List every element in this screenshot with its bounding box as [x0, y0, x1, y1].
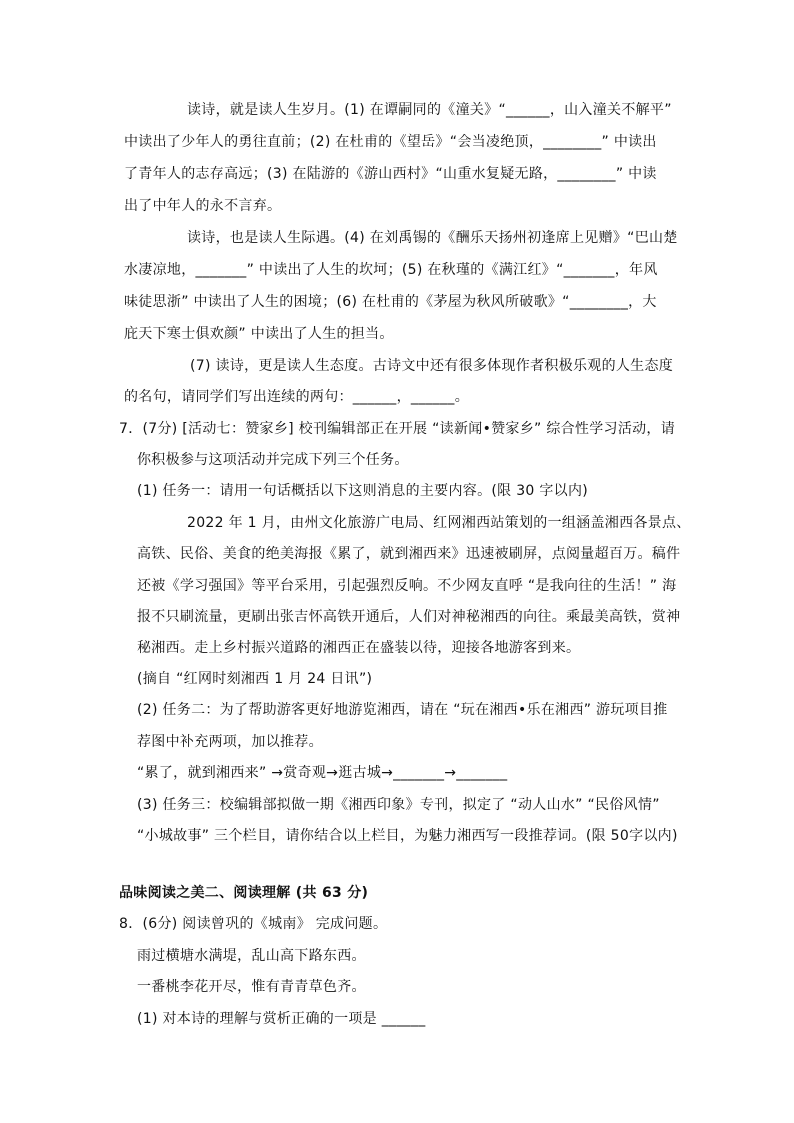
line-09: (7) 读诗，更是读人生态度。古诗文中还有很多体现作者积极乐观的人生态度	[190, 358, 674, 374]
line-04: 出了中年人的永不言弃。	[124, 198, 282, 214]
question-8-1: (1) 对本诗的理解与赏析正确的一项是 ______	[137, 1011, 426, 1027]
line-10: 的名句，请同学们写出连续的两句：______，______。	[124, 389, 469, 405]
line-08: 庇天下寒士俱欢颜” 中读出了人生的担当。	[124, 326, 394, 342]
line-15: 高铁、民俗、美食的绝美海报《累了，就到湘西来》迅速被刷屏，点阅量超百万。稿件	[137, 546, 681, 562]
line-01: 读诗，就是读人生岁月。(1) 在谭嗣同的《潼关》“______，山入潼关不解平”	[187, 102, 672, 118]
line-18: 秘湘西。走上乡村振兴道路的湘西正在盛装以待，迎接各地游客到来。	[137, 640, 581, 656]
poem-line-2: 一番桃李花开尽，惟有青青草色齐。	[137, 979, 366, 995]
question-8: 8．(6分) 阅读曾巩的《城南》 完成问题。	[119, 916, 388, 932]
line-23: (3) 任务三：校编辑部拟做一期《湘西印象》专刊，拟定了 “动人山水” “民俗风情”	[137, 797, 660, 813]
line-03: 了青年人的志存高远；(3) 在陆游的《游山西村》“山重水复疑无路，________” 中读	[124, 166, 657, 182]
line-21: 荐图中补充两项，加以推荐。	[137, 734, 323, 750]
line-24: “小城故事” 三个栏目，请你结合以上栏目，为魅力湘西写一段推荐词。(限 50字以内)	[137, 828, 678, 844]
line-12: 你积极参与这项活动并完成下列三个任务。	[137, 452, 409, 468]
line-19: (摘自 “红网时刻湘西 1 月 24 日讯”)	[137, 671, 373, 687]
line-11: 7．(7分) [活动七：赞家乡] 校刊编辑部正在开展 “读新闻•赞家乡” 综合性学习活动，请	[119, 421, 676, 437]
section-heading: 品味阅读之美二、阅读理解 (共 63 分)	[119, 885, 369, 901]
line-13: (1) 任务一：请用一句话概括以下这则消息的主要内容。(限 30 字以内)	[137, 483, 589, 499]
line-14: 2022 年 1 月，由州文化旅游广电局、红网湘西站策划的一组涵盖湘西各景点、	[187, 515, 691, 531]
line-05: 读诗，也是读人生际遇。(4) 在刘禹锡的《酬乐天扬州初逢席上见赠》“巴山楚	[187, 230, 678, 246]
line-20: (2) 任务二：为了帮助游客更好地游览湘西，请在 “玩在湘西•乐在湘西” 游玩项目推	[137, 702, 668, 718]
line-02: 中读出了少年人的勇往直前；(2) 在杜甫的《望岳》“会当凌绝顶，________” 中读出	[124, 134, 657, 150]
line-16: 还被《学习强国》等平台采用，引起强烈反响。不少网友直呼 “是我向往的生活！” 海	[137, 578, 677, 594]
line-22: “累了，就到湘西来” →赏奇观→逛古城→_______→_______	[137, 765, 508, 781]
poem-line-1: 雨过横塘水满堤，乱山高下路东西。	[137, 948, 366, 964]
line-07: 味徒思浙” 中读出了人生的困境；(6) 在杜甫的《茅屋为秋风所破歌》“________，大	[124, 294, 657, 310]
line-17: 报不只刷流量，更刷出张吉怀高铁开通后，人们对神秘湘西的向往。乘最美高铁，赏神	[137, 609, 681, 625]
line-06: 水凄凉地，_______” 中读出了人生的坎坷；(5) 在秋瑾的《满江红》“_______，年风	[124, 262, 658, 278]
